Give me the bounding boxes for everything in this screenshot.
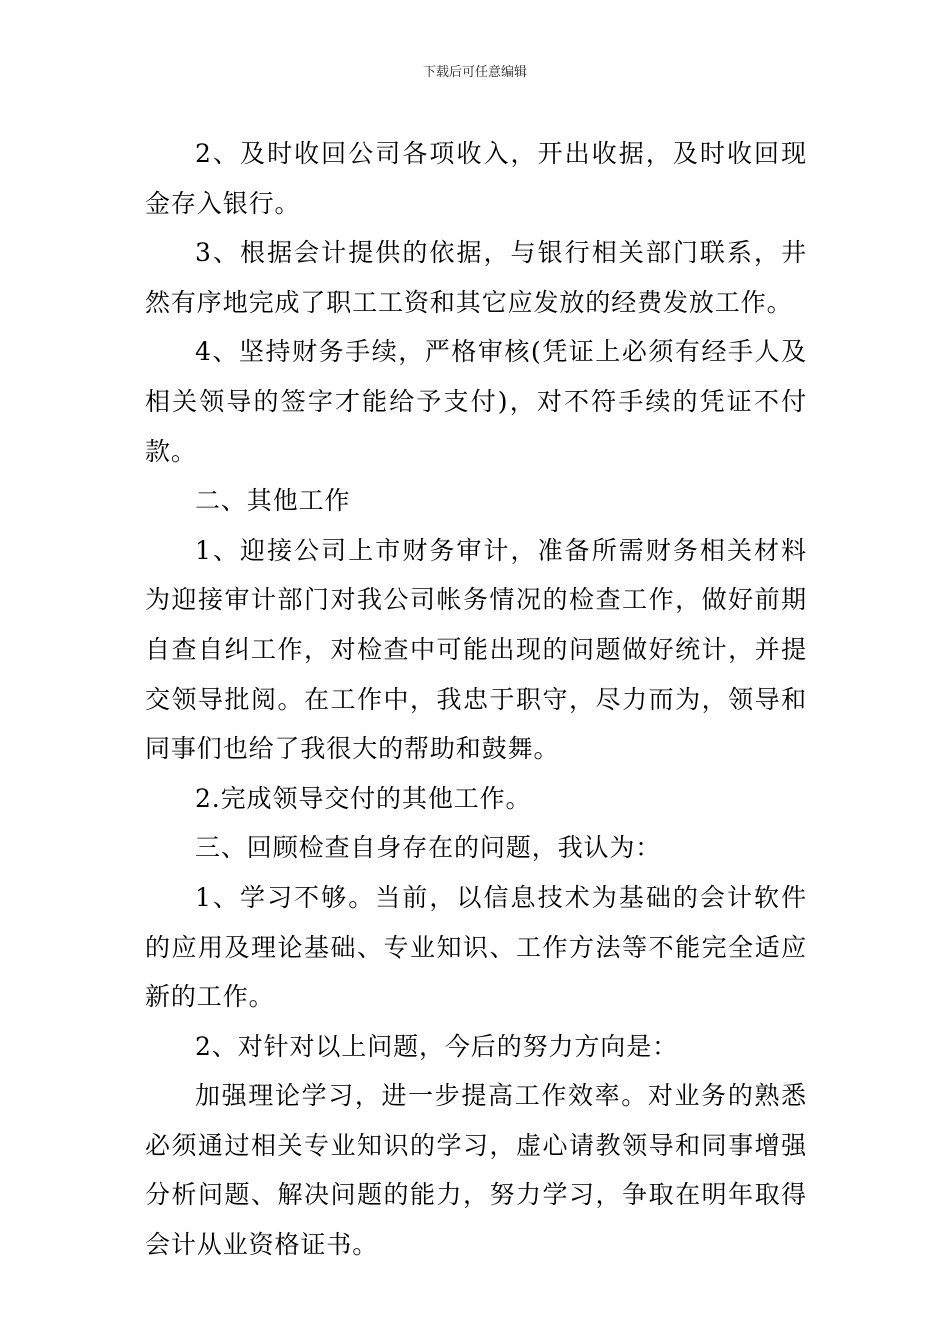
paragraph-item-1-financial-audit: 1、迎接公司上市财务审计，准备所需财务相关材料为迎接审计部门对我公司帐务情况的检查工作，做好前期自查自纠工作，对检查中可能出现的问题做好统计，并提交领导批阅。在工作中，我忠于职守，尽力而为，领导和同事们也给了我很大的帮助和鼓舞。 <box>145 535 807 764</box>
paragraph-item-3-payroll: 3、根据会计提供的依据，与银行相关部门联系，井然有序地完成了职工工资和其它应发放的经费发放工作。 <box>145 238 807 317</box>
paragraph-item-1-insufficient-study: 1、学习不够。当前，以信息技术为基础的会计软件的应用及理论基础、专业知识、工作方法等不能完全适应新的工作。 <box>145 882 807 1012</box>
paragraph-improvement-plan: 加强理论学习，进一步提高工作效率。对业务的熟悉必须通过相关专业知识的学习，虚心请教领导和同事增强分析问题、解决问题的能力，努力学习，争取在明年取得会计从业资格证书。 <box>145 1081 807 1260</box>
section-heading-other-work: 二、其他工作 <box>195 486 351 516</box>
paragraph-item-2-other-tasks: 2.完成领导交付的其他工作。 <box>195 783 532 813</box>
section-heading-review-problems: 三、回顾检查自身存在的问题，我认为： <box>195 833 662 863</box>
page-header-note: 下载后可任意编辑 <box>422 65 527 80</box>
paragraph-item-2-improvement-direction: 2、对针对以上问题，今后的努力方向是： <box>195 1031 679 1061</box>
document-body <box>145 129 807 1270</box>
paragraph-item-2-collect-income: 2、及时收回公司各项收入，开出收据，及时收回现金存入银行。 <box>145 139 807 218</box>
paragraph-item-4-audit-procedures: 4、坚持财务手续，严格审核(凭证上必须有经手人及相关领导的签字才能给予支付)，对不符手续的凭证不付款。 <box>145 337 807 466</box>
